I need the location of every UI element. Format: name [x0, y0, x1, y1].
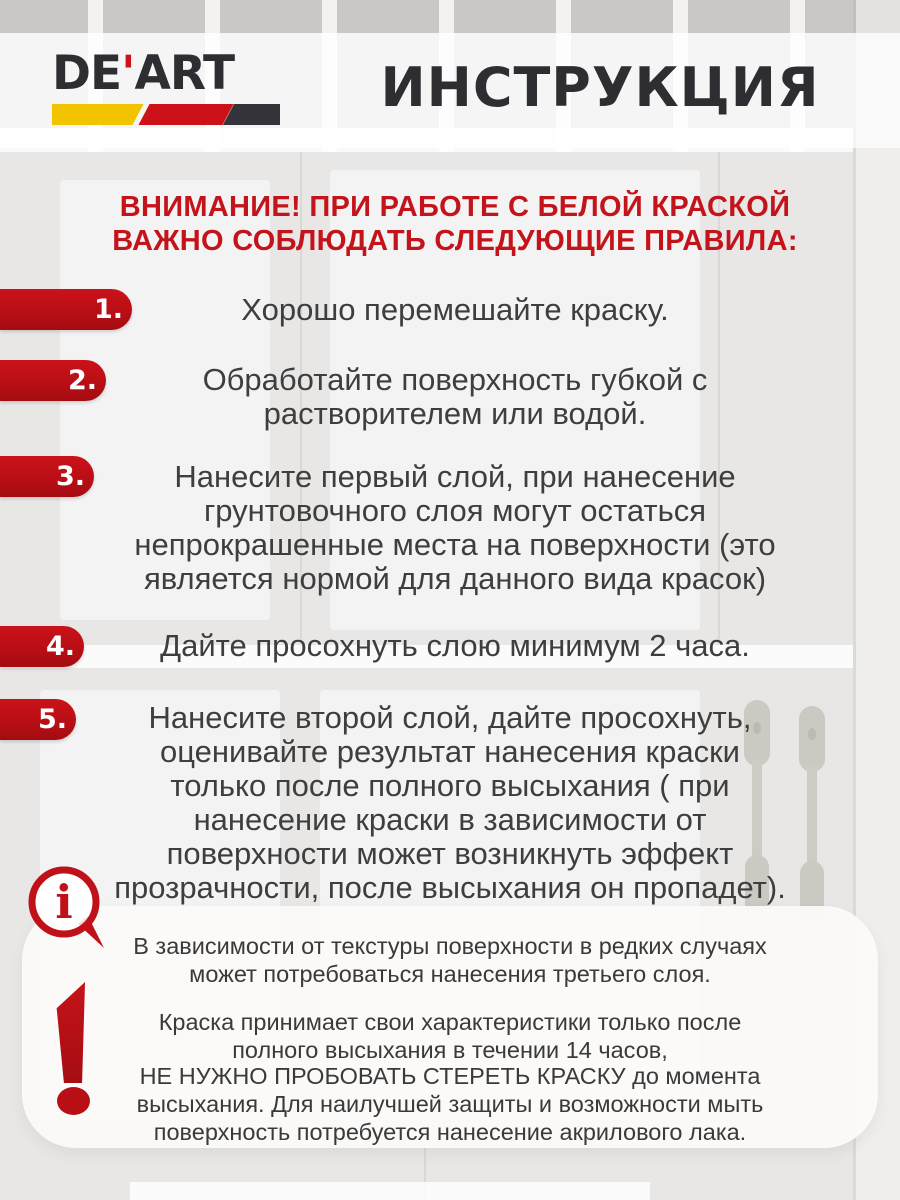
step-2-number-badge — [0, 360, 106, 401]
step-3-text: Нанесите первый слой, при нанесение грунтовочного слоя могут остаться непрокрашенные места на поверхности (это является нормой для данного вида красок) — [134, 459, 776, 596]
step-5-text: Нанесите второй слой, дайте просохнуть, оценивайте результат нанесения краски только после полного высыхания ( при нанесение краски в зависимости от поверхности может возникнуть эффект прозрачности, после высыхания он пропадет). — [114, 700, 786, 905]
warning-heading — [45, 190, 865, 258]
deart-logo-text — [52, 48, 280, 100]
deart-logo — [52, 48, 280, 125]
logo-left: DE — [52, 46, 122, 101]
page-title: ИНСТРУКЦИЯ — [380, 56, 820, 119]
stripe-black — [223, 104, 280, 125]
logo-stripe-icon — [52, 104, 280, 125]
info-icon — [24, 864, 116, 956]
warning-line-2: ВАЖНО СОБЛЮДАТЬ СЛЕДУЮЩИЕ ПРАВИЛА: — [112, 225, 798, 257]
info-note-text: В зависимости от текстуры поверхности в редких случаях может потребоваться нанесения третьего слоя. — [133, 933, 767, 987]
logo-right: ART — [134, 46, 235, 101]
step-2-text: Обработайте поверхность губкой с растворителем или водой. — [202, 362, 708, 431]
step-1-text: Хорошо перемешайте краску. — [241, 292, 669, 327]
step-2-number: 2. — [67, 365, 97, 396]
step-5-number-badge — [0, 699, 76, 740]
step-1-number: 1. — [93, 294, 123, 325]
step-4-text: Дайте просохнуть слою минимум 2 часа. — [160, 628, 750, 663]
stripe-yellow — [52, 104, 144, 125]
stripe-red — [138, 104, 233, 125]
paint-note-text-1: Краска принимает свои характеристики только после полного высыхания в течении 14 часов, — [158, 1009, 742, 1063]
paint-note-text-2: НЕ НУЖНО ПРОБОВАТЬ СТЕРЕТЬ КРАСКУ до момента высыхания. Для наилучшей защиты и возможности мыть поверхность потребуется нанесение акрилового лака. — [136, 1063, 764, 1145]
step-5-number: 5. — [37, 704, 67, 735]
step-3-number: 3. — [55, 461, 85, 492]
step-3-number-badge — [0, 456, 94, 497]
step-4-number: 4. — [45, 631, 75, 662]
exclamation-dot — [57, 1087, 90, 1115]
warning-line-1: ВНИМАНИЕ! ПРИ РАБОТЕ С БЕЛОЙ КРАСКОЙ — [119, 191, 791, 223]
svg-text:i: i — [55, 875, 73, 929]
logo-apostrophe: ' — [121, 46, 135, 101]
